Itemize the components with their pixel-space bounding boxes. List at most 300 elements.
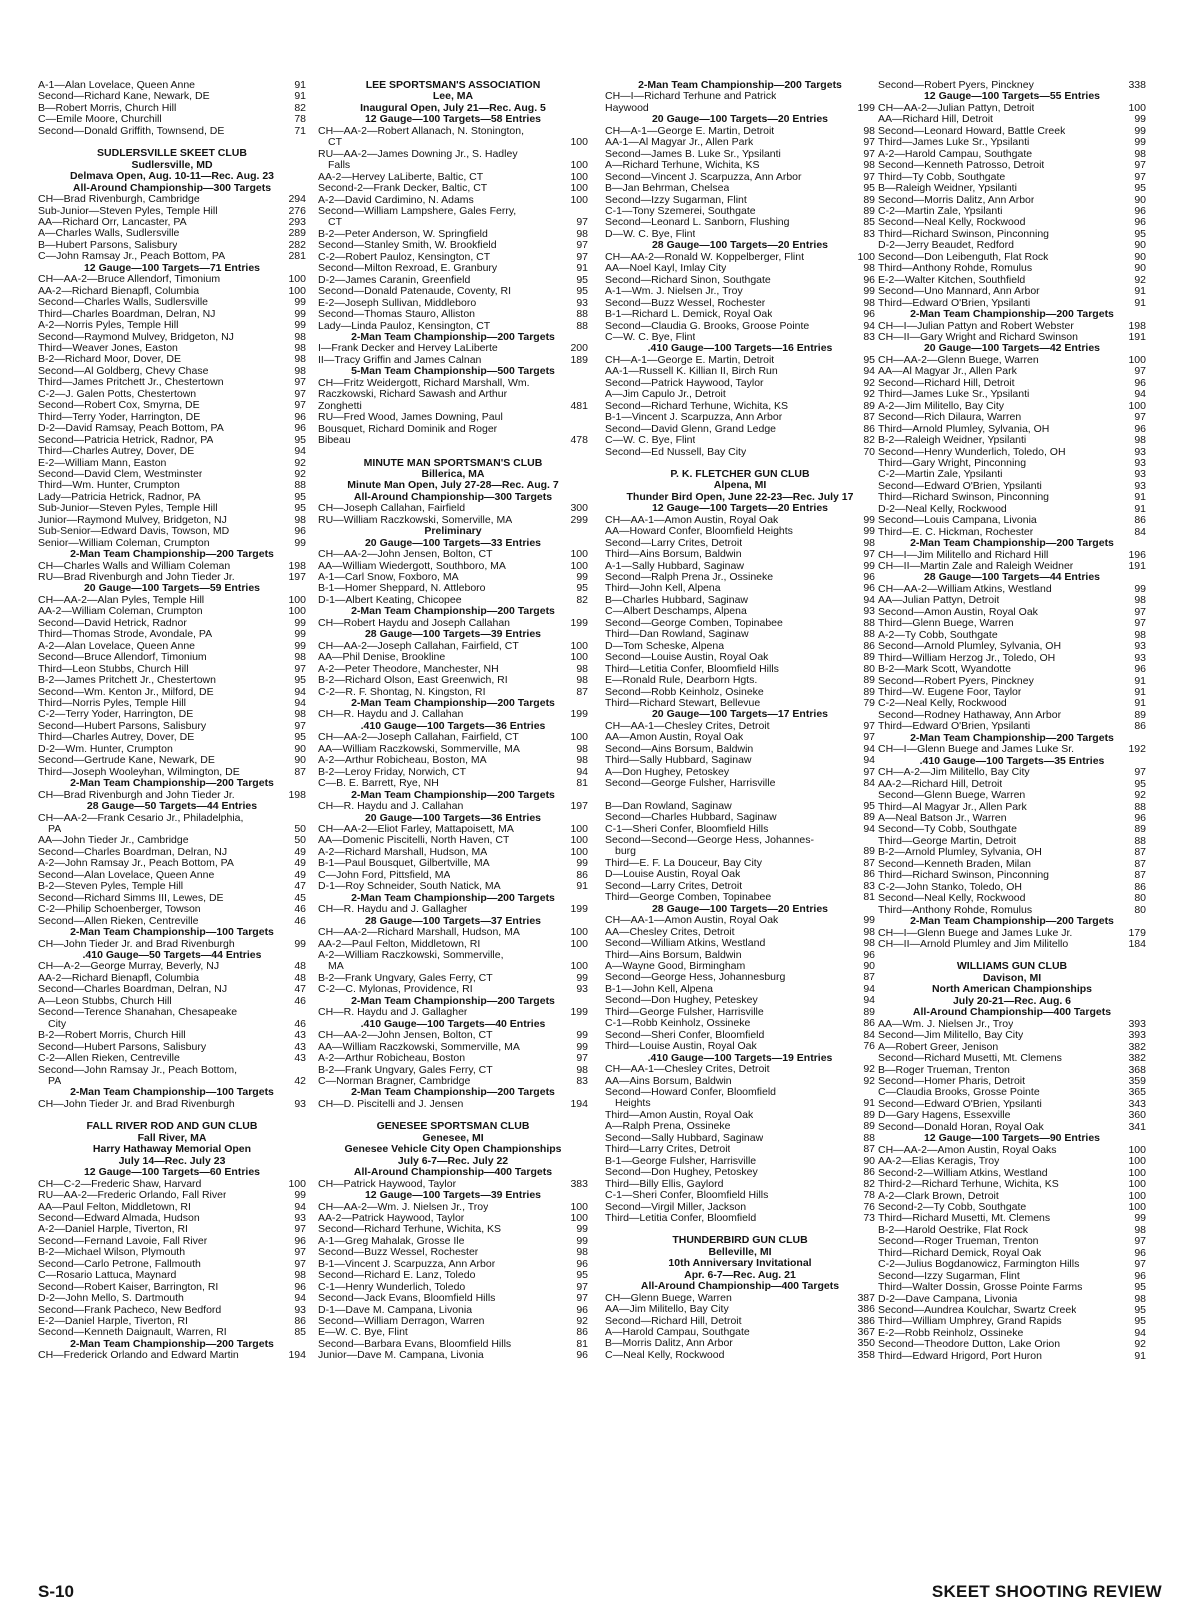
result-row — [878, 229, 1146, 240]
result-score: 91 — [576, 262, 588, 275]
result-entry: A—Robert Greer, Jenison — [878, 1041, 999, 1053]
result-score: 200 — [570, 342, 588, 355]
result-row — [318, 824, 588, 835]
section-heading: 2-Man Team Championship—200 Targets — [910, 731, 1114, 744]
result-entry: A-1—Alan Lovelace, Queen Anne — [38, 80, 196, 91]
result-entry: Sub-Junior—Steven Pyles, Temple Hill — [38, 503, 218, 515]
result-row — [318, 881, 588, 892]
result-row — [38, 1293, 306, 1304]
result-score: 88 — [294, 479, 306, 492]
result-score: 191 — [1128, 330, 1146, 343]
result-entry: AA—Domenic Piscitelli, North Haven, CT — [318, 835, 510, 847]
result-entry: C—Albert Deschamps, Alpena — [605, 606, 747, 618]
result-entry: Second—Roger Trueman, Trenton — [878, 1236, 1039, 1248]
result-entry: CH—II—Gary Wright and Richard Swinson — [878, 331, 1078, 343]
result-row — [38, 515, 306, 526]
result-row — [878, 149, 1146, 160]
section-heading: Alpena, MI — [713, 479, 767, 492]
result-score: 100 — [570, 170, 588, 183]
result-entry: CH—II—Arnold Plumley and Jim Militello — [878, 938, 1069, 950]
result-row — [38, 721, 306, 732]
result-row — [318, 1236, 588, 1247]
result-entry: Second—Virgil Miller, Jackson — [605, 1201, 747, 1213]
result-score: 99 — [294, 296, 306, 309]
result-row — [605, 767, 875, 778]
result-entry: Second—Robert Cox, Smyrna, DE — [38, 400, 200, 412]
result-entry: Second-2—Ty Cobb, Southgate — [878, 1201, 1027, 1213]
section-heading: Harry Hathaway Memorial Open — [92, 1143, 252, 1156]
result-row — [38, 492, 306, 503]
result-score: 96 — [294, 1280, 306, 1293]
result-entry: Second—Richard E. Lanz, Toledo — [318, 1270, 476, 1282]
result-entry: Second—David Glenn, Grand Ledge — [605, 423, 777, 435]
result-entry: Third—George Comben, Topinabee — [605, 892, 772, 904]
section-heading: July 20-21—Rec. Aug. 6 — [952, 994, 1072, 1007]
result-entry: C-1—Sheri Confer, Bloomfield Hills — [605, 823, 769, 835]
result-entry: C-2—Neal Kelly, Rockwood — [878, 698, 1007, 710]
result-row — [605, 1304, 875, 1315]
result-entry: D—W. C. Bye, Flint — [605, 228, 696, 240]
result-entry: A-2—John Ramsay Jr., Peach Bottom, PA — [38, 858, 234, 870]
result-entry: AA—Howard Confer, Bloomfield Heights — [605, 526, 793, 538]
result-score: 91 — [1134, 285, 1146, 298]
result-entry: CH—AA-2—Bruce Allendorf, Timonium — [38, 274, 221, 286]
result-score: 46 — [294, 1017, 306, 1030]
result-row — [38, 709, 306, 720]
result-row — [38, 1007, 306, 1018]
result-row — [878, 1019, 1146, 1030]
section-heading: Apr. 6-7—Rec. Aug. 21 — [684, 1268, 796, 1281]
result-score: 88 — [576, 308, 588, 321]
result-row — [38, 1019, 306, 1030]
result-score: 100 — [288, 1177, 306, 1190]
result-entry: Third—George Martin, Detroit — [878, 835, 1017, 847]
result-entry: Second—Henry Wunderlich, Toledo, OH — [878, 446, 1066, 458]
result-score: 196 — [1128, 548, 1146, 561]
result-row — [605, 195, 875, 206]
result-score: 89 — [863, 1120, 875, 1133]
result-entry: C—W. C. Bye, Flint — [605, 331, 696, 343]
result-entry: Second—Richard Simms III, Lewes, DE — [38, 892, 224, 904]
result-score: 47 — [294, 880, 306, 893]
result-entry: Second—Louise Austin, Royal Oak — [605, 652, 769, 664]
result-row — [878, 836, 1146, 847]
result-entry: Sub-Senior—Edward Davis, Towson, MD — [38, 526, 230, 538]
result-score: 93 — [294, 1097, 306, 1110]
result-score: 100 — [1128, 1143, 1146, 1156]
result-entry: Lady—Linda Pauloz, Kensington, CT — [318, 320, 491, 332]
result-score: 95 — [294, 502, 306, 515]
result-row — [38, 652, 306, 663]
result-score: 94 — [294, 685, 306, 698]
result-row — [878, 286, 1146, 297]
section-heading: Lee, MA — [432, 90, 474, 103]
result-entry: Second—Izzy Sugarman, Flint — [878, 1270, 1020, 1282]
result-row — [878, 183, 1146, 194]
result-entry: CH—Frederick Orlando and Edward Martin — [38, 1350, 239, 1362]
section-heading: 10th Anniversary Invitational — [668, 1257, 812, 1270]
result-score: 99 — [863, 525, 875, 538]
result-row — [38, 755, 306, 766]
result-score: 90 — [294, 742, 306, 755]
result-score — [302, 1007, 306, 1018]
result-row — [605, 1293, 875, 1304]
result-row — [605, 206, 875, 217]
result-row — [38, 446, 306, 457]
result-row — [878, 630, 1146, 641]
result-score: 97 — [576, 1292, 588, 1305]
section-spacer — [318, 447, 588, 458]
result-entry: AA—Jim Militello, Bay City — [605, 1304, 729, 1316]
result-entry: Third—William Herzog Jr., Toledo, OH — [878, 652, 1056, 664]
result-entry: C—John Ramsay Jr., Peach Bottom, PA — [38, 251, 226, 263]
section-heading: .410 Gauge—100 Targets—19 Entries — [647, 1051, 833, 1064]
result-row — [38, 1202, 306, 1213]
result-score: 91 — [294, 90, 306, 103]
result-score: 95 — [294, 433, 306, 446]
result-entry: CH—AA-2—William Atkins, Westland — [878, 583, 1052, 595]
result-row — [605, 1156, 875, 1167]
result-entry: B-1—Richard L. Demick, Royal Oak — [605, 309, 773, 321]
result-row — [605, 1076, 875, 1087]
result-entry: Third—William Umphrey, Grand Rapids — [878, 1316, 1062, 1328]
result-entry: Third—Al Magyar Jr., Allen Park — [878, 801, 1027, 813]
result-score: 90 — [1134, 239, 1146, 252]
result-score: 98 — [294, 353, 306, 366]
result-score: 87 — [863, 856, 875, 869]
result-score: 95 — [1134, 1281, 1146, 1294]
section-heading: 2-Man Team Championship—200 Targets — [351, 697, 555, 710]
result-entry: CH—I—Glenn Buege and James Luke Sr. — [878, 744, 1075, 756]
result-row — [318, 412, 588, 423]
result-score: 97 — [294, 376, 306, 389]
result-row — [605, 126, 875, 137]
result-row — [318, 343, 588, 354]
result-entry: Third—John Kell, Alpena — [605, 583, 721, 595]
result-score: 199 — [857, 101, 875, 114]
result-row — [38, 813, 306, 824]
result-score: 100 — [570, 845, 588, 858]
result-row — [605, 927, 875, 938]
result-score: 91 — [863, 1097, 875, 1110]
result-score: 89 — [863, 811, 875, 824]
result-row — [38, 286, 306, 297]
result-score: 92 — [863, 376, 875, 389]
result-row — [605, 801, 875, 812]
section-heading: 20 Gauge—100 Targets—36 Entries — [364, 811, 542, 824]
result-score: 87 — [1134, 857, 1146, 870]
result-score: 95 — [294, 731, 306, 744]
result-row — [318, 263, 588, 274]
section-heading: 2-Man Team Championship—200 Targets — [351, 1086, 555, 1099]
result-entry: Second—Edward Almada, Hudson — [38, 1212, 200, 1224]
result-score: 94 — [863, 742, 875, 755]
result-score: 96 — [863, 308, 875, 321]
result-score: 84 — [863, 1028, 875, 1041]
result-score: 98 — [863, 159, 875, 172]
result-entry: A—Leon Stubbs, Church Hill — [38, 995, 172, 1007]
result-score: 97 — [1134, 766, 1146, 779]
result-entry: CH—R. Haydu and J. Gallagher — [318, 904, 468, 916]
result-score: 99 — [1134, 1212, 1146, 1225]
section-heading: .410 Gauge—100 Targets—36 Entries — [360, 719, 546, 732]
result-score: 87 — [863, 1143, 875, 1156]
result-entry: AA-2—Richard Bienapfl, Columbia — [38, 285, 200, 297]
result-score: 100 — [1128, 1178, 1146, 1191]
result-row — [38, 1042, 306, 1053]
result-entry: C—Emile Moore, Churchill — [38, 114, 162, 126]
result-entry: Second—Milton Rexroad, E. Granbury — [318, 263, 498, 275]
result-entry: B-2—Raleigh Weidner, Ypsilanti — [878, 435, 1027, 447]
result-row — [38, 1224, 306, 1235]
result-score: 86 — [1134, 880, 1146, 893]
result-row — [605, 549, 875, 560]
result-entry: Second—Robert Pyers, Pinckney — [878, 675, 1034, 687]
result-row — [878, 1282, 1146, 1293]
result-score: 100 — [570, 193, 588, 206]
result-row — [38, 618, 306, 629]
result-score: 47 — [294, 983, 306, 996]
result-score: 100 — [1128, 1200, 1146, 1213]
result-row — [38, 91, 306, 102]
result-score: 85 — [294, 1326, 306, 1339]
section-heading: 12 Gauge—100 Targets—20 Entries — [651, 502, 829, 515]
result-entry: CH—Patrick Haywood, Taylor — [318, 1178, 457, 1190]
result-entry: E-2—William Mann, Easton — [38, 457, 167, 469]
result-row — [318, 847, 588, 858]
result-entry: Third—Wm. Hunter, Crumpton — [38, 480, 180, 492]
result-entry: Second—Richard Terhune, Wichita, KS — [605, 400, 789, 412]
result-entry: Second—David Clem, Westminster — [38, 468, 203, 480]
result-entry: C-2—R. F. Shontag, N. Kingston, RI — [318, 686, 486, 698]
result-entry: C-2—Terry Yoder, Harrington, DE — [38, 709, 194, 721]
result-entry: Second—Terence Shanahan, Chesapeake — [38, 1007, 238, 1019]
result-row — [605, 309, 875, 320]
result-score: 96 — [576, 1349, 588, 1362]
result-score: 194 — [570, 1097, 588, 1110]
result-entry: Second—William Derragon, Warren — [318, 1316, 485, 1328]
result-row — [38, 480, 306, 491]
result-entry: Second—Sheri Confer, Bloomfield — [605, 1029, 765, 1041]
result-score: 94 — [294, 1292, 306, 1305]
result-row — [605, 1110, 875, 1121]
result-score: 99 — [863, 914, 875, 927]
result-entry: B-2—Frank Ungvary, Gales Ferry, CT — [318, 1064, 493, 1076]
result-entry: CH—I—Glenn Buege and James Luke Jr. — [878, 927, 1073, 939]
result-row — [878, 618, 1146, 629]
result-score: 95 — [576, 1269, 588, 1282]
result-entry: Second—John Ramsay Jr., Peach Bottom, — [38, 1064, 238, 1076]
result-row — [38, 400, 306, 411]
result-row — [605, 835, 875, 846]
result-row — [605, 652, 875, 663]
result-row — [38, 1099, 306, 1110]
result-entry: D-2—James Caranin, Greenfield — [318, 274, 471, 286]
result-row — [878, 252, 1146, 263]
result-score: 86 — [1134, 514, 1146, 527]
result-score: 343 — [1128, 1097, 1146, 1110]
result-score: 95 — [863, 799, 875, 812]
result-score: 88 — [863, 1131, 875, 1144]
result-score: 87 — [1134, 869, 1146, 882]
result-entry: CH—R. Haydu and J. Gallagher — [318, 1007, 468, 1019]
result-entry: C—W. C. Bye, Flint — [605, 435, 696, 447]
result-row — [605, 1121, 875, 1132]
result-entry: Third—Glenn Buege, Warren — [878, 618, 1014, 630]
result-entry: Second—Ains Borsum, Baldwin — [605, 743, 754, 755]
result-score: 98 — [863, 124, 875, 137]
result-entry: B-2—Richard Olson, East Greenwich, RI — [318, 675, 508, 687]
result-entry: RU—William Raczkowski, Somerville, MA — [318, 514, 513, 526]
result-row — [878, 389, 1146, 400]
result-score: 98 — [1134, 594, 1146, 607]
result-entry: Second—George Hess, Johannesburg — [605, 972, 786, 984]
result-entry: Senior—William Coleman, Crumpton — [38, 537, 210, 549]
result-row — [605, 687, 875, 698]
result-entry: Second—Barbara Evans, Bloomfield Hills — [318, 1338, 512, 1350]
result-score: 42 — [294, 1074, 306, 1087]
result-row — [38, 103, 306, 114]
result-score: 100 — [570, 926, 588, 939]
result-entry: Second—Edward O'Brien, Ypsilanti — [878, 480, 1042, 492]
section-heading: 5-Man Team Championship—500 Targets — [351, 365, 555, 378]
result-score: 97 — [294, 1246, 306, 1259]
result-entry: Second—Ralph Prena Jr., Ossineke — [605, 572, 774, 584]
result-entry: C-2—Martin Zale, Ypsilanti — [878, 469, 1003, 481]
result-score: 82 — [576, 593, 588, 606]
result-score: 98 — [863, 536, 875, 549]
result-entry: A—Jim Capulo Jr., Detroit — [605, 389, 726, 401]
result-score: 100 — [570, 559, 588, 572]
result-row — [38, 1316, 306, 1327]
result-entry: Second—Don Hughey, Petoskey — [605, 1167, 758, 1179]
result-score: 91 — [1134, 697, 1146, 710]
result-row — [318, 950, 588, 961]
result-score: 89 — [1134, 708, 1146, 721]
result-entry: B-2—Richard Moor, Dover, DE — [38, 354, 181, 366]
result-row — [318, 652, 588, 663]
result-entry: AA—Noel Kayl, Imlay City — [605, 263, 727, 275]
result-score: 386 — [857, 1314, 875, 1327]
result-row — [38, 80, 306, 91]
result-row — [318, 904, 588, 915]
section-heading: 2-Man Team Championship—100 Targets — [70, 926, 274, 939]
result-row — [318, 1030, 588, 1041]
result-row — [605, 972, 875, 983]
result-entry: Second—Gertrude Kane, Newark, DE — [38, 755, 215, 767]
result-row — [605, 732, 875, 743]
result-row — [318, 1224, 588, 1235]
result-entry: AA—Phil Denise, Brookline — [318, 652, 446, 664]
result-entry: MA — [328, 961, 344, 973]
result-row — [605, 1030, 875, 1041]
result-row — [878, 160, 1146, 171]
result-entry: Second—William Atkins, Westland — [605, 938, 766, 950]
result-entry: Third—Letitia Confer, Bloomfield Hills — [605, 663, 779, 675]
result-score: 97 — [294, 719, 306, 732]
result-row — [878, 687, 1146, 698]
result-score: 97 — [1134, 170, 1146, 183]
result-score: 282 — [288, 238, 306, 251]
result-score: 49 — [294, 845, 306, 858]
result-entry: CH—AA-2—Joseph Callahan, Fairfield, CT — [318, 732, 519, 744]
result-score: 96 — [863, 948, 875, 961]
result-row — [318, 1327, 588, 1338]
result-row — [605, 389, 875, 400]
result-score: 99 — [576, 1223, 588, 1236]
result-score: 189 — [570, 353, 588, 366]
result-score: 91 — [576, 880, 588, 893]
result-row — [38, 389, 306, 400]
result-row — [878, 710, 1146, 721]
result-score: 95 — [576, 582, 588, 595]
result-entry: A-1—Greg Mahalak, Grosse Ile — [318, 1235, 465, 1247]
result-entry: Third—Weaver Jones, Easton — [38, 342, 178, 354]
result-entry: Third—Richard Musetti, Mt. Clemens — [878, 1213, 1051, 1225]
section-heading: 12 Gauge—100 Targets—58 Entries — [364, 113, 542, 126]
result-entry: Second—Don Hughey, Peteskey — [605, 995, 758, 1007]
result-row — [878, 435, 1146, 446]
result-score: 90 — [294, 754, 306, 767]
result-entry: B-1—Vincent J. Scarpuzza, Ann Arbor — [318, 1258, 496, 1270]
result-score: 96 — [1134, 1269, 1146, 1282]
result-row — [878, 1213, 1146, 1224]
result-row — [878, 114, 1146, 125]
result-score: 97 — [576, 216, 588, 229]
result-score: 82 — [863, 434, 875, 447]
result-entry: CH—C-2—Frederic Shaw, Harvard — [38, 1178, 202, 1190]
result-entry: Second—Fernand Lavoie, Fall River — [38, 1235, 208, 1247]
result-row — [605, 447, 875, 458]
result-entry: A-2—Arthur Robicheau, Boston — [318, 1053, 466, 1065]
result-entry: CH—II—Martin Zale and Raleigh Weidner — [878, 561, 1074, 573]
result-row — [318, 1007, 588, 1018]
results-column-3 — [605, 80, 875, 1361]
section-heading: Fall River, MA — [137, 1131, 207, 1144]
result-score: 98 — [863, 937, 875, 950]
result-row — [878, 412, 1146, 423]
result-entry: AA—Richard Orr, Lancaster, PA — [38, 216, 187, 228]
result-row — [318, 801, 588, 812]
result-row — [38, 698, 306, 709]
result-entry: C—Neal Kelly, Rockwood — [605, 1349, 725, 1361]
result-row — [605, 721, 875, 732]
result-entry: Second—Larry Crites, Detroit — [605, 537, 743, 549]
result-score: 87 — [576, 685, 588, 698]
section-heading: 2-Man Team Championship—200 Targets — [351, 605, 555, 618]
result-entry: E—Ronald Rule, Dearborn Hgts. — [605, 675, 758, 687]
section-heading: 12 Gauge—100 Targets—90 Entries — [923, 1132, 1101, 1145]
result-row — [38, 881, 306, 892]
result-row — [878, 584, 1146, 595]
section-heading: 28 Gauge—100 Targets—20 Entries — [651, 902, 829, 915]
result-score: 94 — [1134, 1326, 1146, 1339]
result-entry: CH—AA-2—Amon Austin, Royal Oaks — [878, 1144, 1057, 1156]
result-row — [605, 401, 875, 412]
result-entry: Second—Charles Boardman, Delran, NJ — [38, 984, 228, 996]
result-score: 93 — [1134, 479, 1146, 492]
result-entry: CH—R. Haydu and J. Callahan — [318, 801, 464, 813]
result-score: 184 — [1128, 937, 1146, 950]
result-score: 98 — [576, 227, 588, 240]
result-entry: C-1—Sheri Confer, Bloomfield Hills — [605, 1190, 769, 1202]
result-entry: City — [48, 1018, 67, 1030]
result-row — [318, 298, 588, 309]
result-entry: Second—Richard Kane, Newark, DE — [38, 91, 210, 103]
result-row — [318, 286, 588, 297]
result-entry: CH—R. Haydu and J. Callahan — [318, 709, 464, 721]
result-row — [878, 847, 1146, 858]
